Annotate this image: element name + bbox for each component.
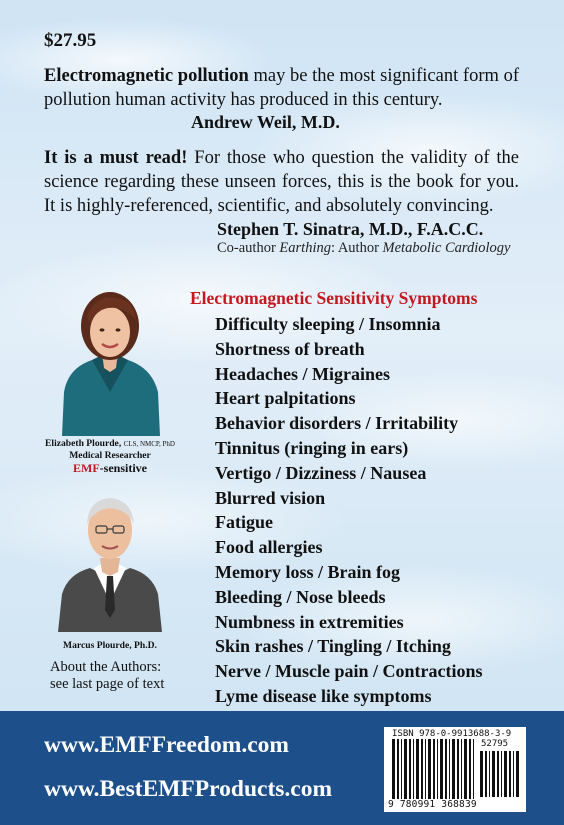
- symptom-item: Heart palpitations: [215, 388, 356, 409]
- symptom-item: Headaches / Migraines: [215, 363, 390, 384]
- symptoms-heading: Electromagnetic Sensitivity Symptoms: [190, 288, 478, 308]
- symptoms-list: [215, 312, 482, 709]
- price-barcode-image: [480, 751, 520, 797]
- quote-weil-lead: Electromagnetic pollution: [44, 66, 249, 86]
- symptom-item: Vertigo / Dizziness / Nausea: [215, 462, 427, 483]
- quote-sinatra-lead: It is a must read!: [44, 148, 188, 168]
- author-tag: [30, 462, 190, 476]
- website-url-emffreedom[interactable]: www.EMFFreedom.com: [44, 732, 289, 758]
- symptom-item: Shortness of breath: [215, 338, 365, 359]
- website-url-bestemfproducts[interactable]: www.BestEMFProducts.com: [44, 776, 333, 802]
- isbn-text: ISBN 978-0-9913688-3-9: [392, 729, 512, 739]
- author-name-line: [30, 438, 190, 450]
- author-name: Elizabeth Plourde,: [45, 438, 124, 449]
- credits-prefix: Co-author: [217, 240, 280, 256]
- ean-barcode-image: [392, 739, 476, 799]
- symptom-item: Difficulty sleeping / Insomnia: [215, 314, 441, 334]
- sensitive-label: -sensitive: [99, 461, 147, 475]
- credits-mid: : Author: [330, 240, 383, 256]
- about-line-1: About the Authors:: [50, 659, 162, 675]
- quote-weil-author: Andrew Weil, M.D.: [191, 112, 340, 132]
- author-credentials: CLS, NMCP, PhD: [123, 440, 175, 448]
- symptom-item: Behavior disorders / Irritability: [215, 413, 459, 434]
- symptom-item: Tinnitus (ringing in ears): [215, 437, 409, 458]
- portrait-man-image: [54, 482, 166, 632]
- symptom-item: Food allergies: [215, 537, 323, 558]
- author-caption-marcus: Marcus Plourde, Ph.D.: [63, 640, 157, 651]
- quote-sinatra-credits: [217, 240, 510, 257]
- symptom-item: Fatigue: [215, 512, 273, 533]
- emf-label: EMF: [73, 461, 100, 475]
- about-authors: [50, 659, 164, 693]
- author-photo-marcus: [54, 482, 166, 632]
- symptom-item: Bleeding / Nose bleeds: [215, 586, 386, 607]
- author-photo-elizabeth: [54, 264, 166, 436]
- price: $27.95: [44, 30, 97, 51]
- price-code-text: 52795: [481, 739, 509, 749]
- symptom-item: Numbness in extremities: [215, 611, 404, 632]
- symptom-item: Blurred vision: [215, 487, 326, 508]
- symptom-item: Nerve / Muscle pain / Contractions: [215, 661, 483, 682]
- quote-sinatra: [44, 146, 519, 218]
- ean-number: 9 780991 368839: [388, 799, 477, 810]
- quote-weil-text: may be the most significant form of pollution human activity has produced in this century.: [44, 66, 520, 110]
- quote-sinatra-text: For those who question the validity of the science regarding these unseen forces, this is the book for you. It is highly-referenced, scientific, and absolutely convincing.: [44, 148, 520, 216]
- about-line-2: see last page of text: [50, 676, 165, 692]
- barcode: [384, 727, 526, 812]
- credits-book-earthing: Earthing: [279, 240, 331, 256]
- portrait-woman-image: [54, 264, 166, 436]
- quote-weil: [44, 64, 519, 112]
- quote-sinatra-author: Stephen T. Sinatra, M.D., F.A.C.C.: [217, 219, 484, 239]
- symptom-item: Skin rashes / Tingling / Itching: [215, 636, 451, 657]
- symptom-item: Lyme disease like symptoms: [215, 685, 432, 706]
- symptom-item: Memory loss / Brain fog: [215, 561, 400, 582]
- credits-book-metabolic: Metabolic Cardiology: [382, 240, 511, 256]
- author-role: Medical Researcher: [69, 450, 151, 461]
- author-caption-elizabeth: [30, 438, 190, 476]
